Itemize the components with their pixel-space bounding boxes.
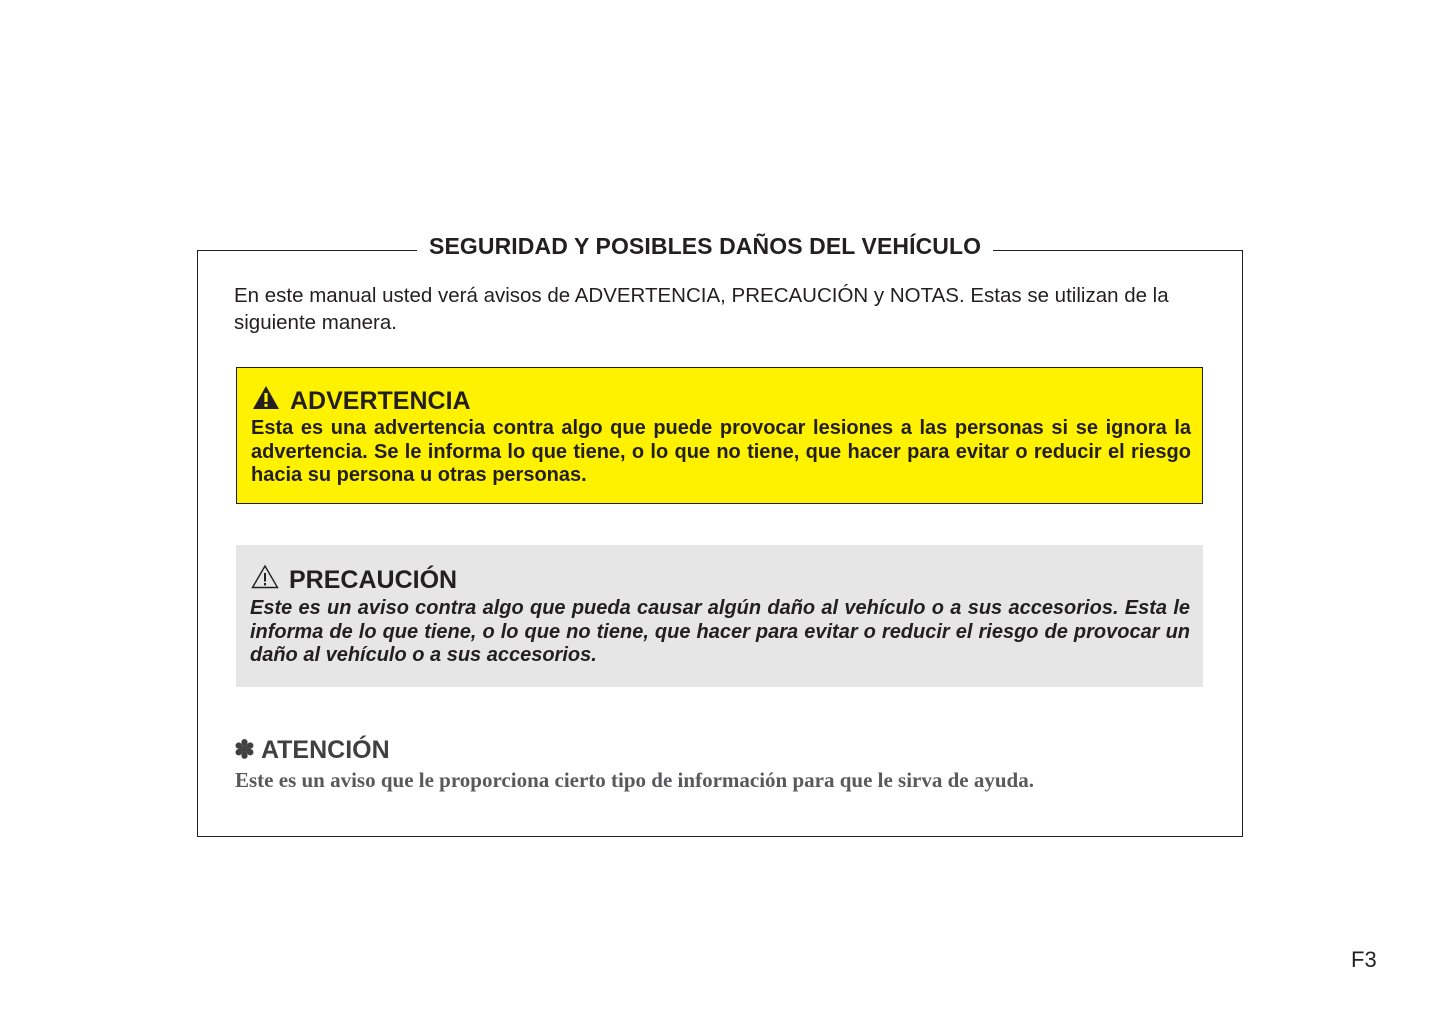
intro-paragraph: En este manual usted verá avisos de ADVERTENCIA, PRECAUCIÓN y NOTAS. Estas se utilizan de la siguiente manera. bbox=[234, 284, 1169, 334]
warning-triangle-filled-icon bbox=[252, 385, 280, 417]
page-number: F3 bbox=[1351, 947, 1377, 972]
warning-body: Esta es una advertencia contra algo que puede provocar lesiones a las personas si se ignora la advertencia. Se le informa lo que tiene, o lo que no tiene, que hacer para evitar o reducir el riesgo hacia su persona u otras personas. bbox=[251, 417, 1191, 486]
note-heading-label: ATENCIÓN bbox=[260, 736, 390, 764]
caution-heading bbox=[251, 564, 457, 596]
note-body: Este es un aviso que le proporciona cierto tipo de información para que le sirva de ayuda. bbox=[235, 768, 1034, 792]
warning-heading bbox=[252, 385, 471, 417]
caution-triangle-outline-icon bbox=[251, 564, 279, 596]
section-title: SEGURIDAD Y POSIBLES DAÑOS DEL VEHÍCULO bbox=[417, 230, 993, 262]
note-heading bbox=[234, 735, 390, 765]
caution-heading-label: PRECAUCIÓN bbox=[289, 566, 458, 594]
asterisk-icon: ✽ bbox=[234, 736, 255, 764]
caution-body: Este es un aviso contra algo que pueda causar algún daño al vehículo o a sus accesorios. Esta le informa de lo que tiene, o lo que no tiene, que hacer para evitar o reducir el riesgo de provocar un daño al vehículo o a sus accesorios. bbox=[250, 597, 1190, 666]
warning-box bbox=[236, 367, 1203, 504]
caution-box bbox=[236, 545, 1203, 687]
warning-heading-label: ADVERTENCIA bbox=[290, 387, 471, 415]
